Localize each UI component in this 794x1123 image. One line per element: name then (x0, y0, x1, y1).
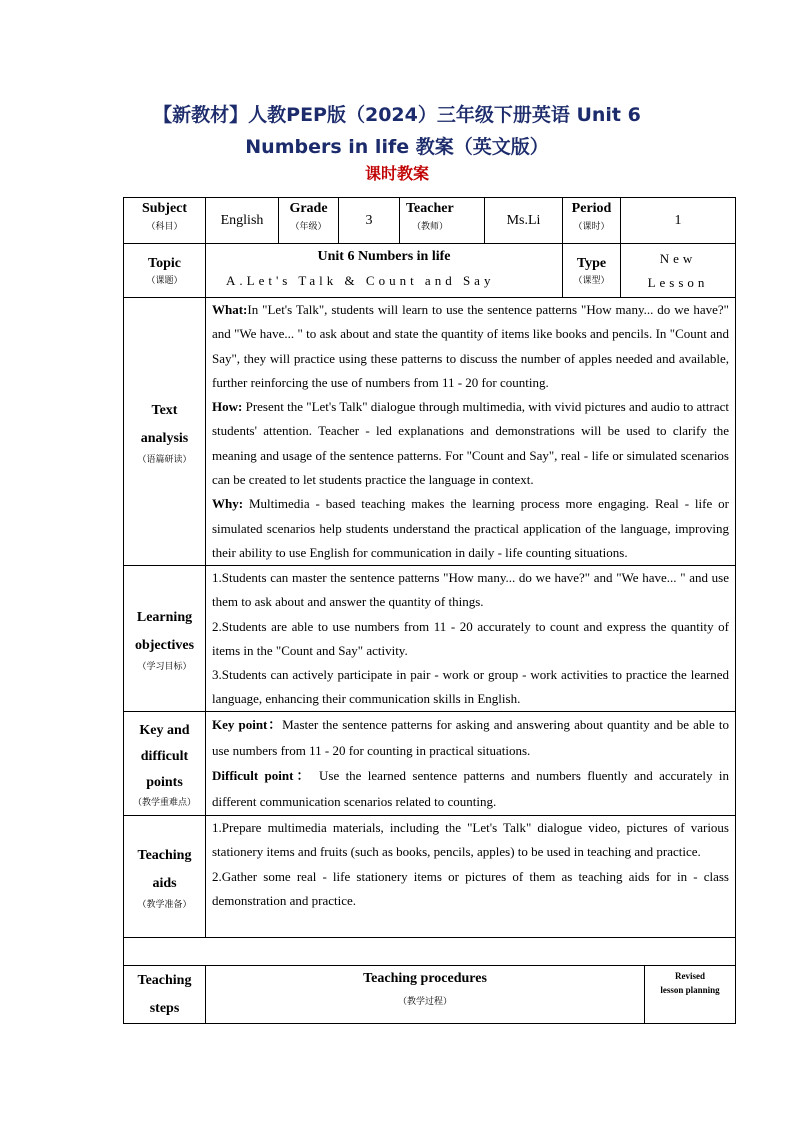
steps-label-2: steps (149, 1000, 180, 1016)
type-value-cell (620, 243, 736, 298)
document-title-line2: Numbers in life 教案（英文版） (245, 136, 549, 158)
objectives-content (205, 565, 736, 712)
why-label: Why: (212, 496, 244, 512)
analysis-why (212, 492, 729, 565)
aids-label-2: aids (152, 875, 177, 891)
revised-cell (644, 965, 736, 1024)
subject-sub: （科目） (146, 222, 183, 232)
topic-value-cell (205, 243, 563, 298)
revised-line1: Revised (675, 971, 705, 981)
keypoints-label-1: Key and (139, 722, 190, 738)
objectives-sub: （学习目标） (137, 661, 192, 672)
topic-label: Topic (148, 255, 181, 271)
key-point-text: Master the sentence patterns for asking and answering about quantity and be able to use numbers from 11 - 20 for counting in practical situations. (212, 717, 729, 758)
type-label: Type (576, 255, 607, 271)
keypoints-label-cell (123, 711, 206, 816)
procedures-sub: （教学过程） (397, 997, 452, 1007)
grade-sub: （年级） (290, 222, 327, 232)
aids-label-cell (123, 815, 206, 938)
grade-value: 3 (338, 197, 400, 244)
keypoints-sub: （教学重难点） (132, 797, 196, 808)
type-line1: New (659, 250, 697, 266)
objective-item: 3.Students can actively participate in pair - work or group - work activities to practice the learned language, enhancing their communication skills in English. (212, 667, 729, 707)
steps-label-1: Teaching (137, 972, 192, 988)
objectives-label-cell (123, 565, 206, 712)
aids-content (205, 815, 736, 938)
objectives-label-1: Learning (136, 609, 193, 625)
document-title-line1: 【新教材】人教PEP版（2024）三年级下册英语 Unit 6 (153, 104, 641, 126)
type-sub: （课型） (573, 275, 610, 286)
period-label-cell (562, 197, 621, 244)
revised-line2: lesson planning (660, 985, 720, 995)
period-label: Period (571, 201, 612, 216)
keypoints-label-3: points (146, 774, 183, 790)
keypoints-label-2: difficult (140, 748, 189, 764)
analysis-how (212, 395, 729, 492)
why-text: Multimedia - based teaching makes the learning process more engaging. Real - life or simulated scenarios help students understand the practical application of the language, improving their ability to use English for communication in daily - life counting situations. (212, 496, 729, 560)
objective-item: 1.Students can master the sentence patterns "How many... do we have?" and "We have... " and use them to ask about and answer the quantity of things. (212, 570, 729, 610)
steps-label-cell (123, 965, 206, 1024)
difficult-point (212, 763, 729, 814)
what-text: In "Let's Talk", students will learn to use the sentence patterns "How many... do we have?" and "We have... " to ask about and state the quantity of items like books and pencils. In "Count and Say", they will practice using these patterns to discuss the number of apples needed and available, further reinforcing the use of numbers from 11 - 20 for counting. (212, 302, 729, 390)
teacher-label-cell (399, 197, 485, 244)
analysis-label-cell (123, 297, 206, 566)
grade-label: Grade (289, 201, 328, 216)
topic-line2: A.Let's Talk & Count and Say (226, 273, 495, 288)
subject-value: English (205, 197, 279, 244)
teacher-label: Teacher (406, 201, 454, 216)
teacher-sub: （教师） (412, 222, 449, 232)
analysis-label-2: analysis (140, 430, 189, 446)
difficult-point-text: Use the learned sentence patterns and numbers fluently and accurately in different communication scenarios related to counting. (212, 768, 729, 809)
topic-line1: Unit 6 Numbers in life (317, 249, 451, 264)
procedures-label-cell (205, 965, 645, 1024)
document-subtitle: 课时教案 (364, 164, 429, 183)
what-label: What: (212, 302, 248, 317)
objectives-label-2: objectives (134, 637, 195, 653)
analysis-what (212, 298, 729, 395)
how-text: Present the "Let's Talk" dialogue through multimedia, with vivid pictures and audio to attract students' attention. Teacher - led explanations and demonstrations will be used to clarify the meaning and usage of the sentence patterns. For "Count and Say", real - life or simulated scenarios can be created to let students practice the language in context. (212, 399, 729, 488)
analysis-sub: （语篇研读） (137, 454, 192, 465)
objective-item: 2.Students are able to use numbers from 11 - 20 accurately to count and express the quantity of items in the "Count and Say" activity. (212, 618, 729, 658)
topic-label-cell (123, 243, 206, 298)
difficult-point-label: Difficult point： (212, 768, 313, 783)
type-line2: Lesson (647, 274, 709, 290)
key-point (212, 712, 729, 763)
topic-sub: （课题） (146, 275, 183, 286)
grade-label-cell (278, 197, 339, 244)
blank-row (123, 937, 736, 966)
procedures-label: Teaching procedures (363, 971, 487, 986)
aid-item: 2.Gather some real - life stationery items or pictures of them as teaching aids for in - class demonstration and practice. (212, 868, 729, 908)
subject-label: Subject (141, 201, 188, 216)
teacher-value: Ms.Li (484, 197, 563, 244)
aid-item: 1.Prepare multimedia materials, including the "Let's Talk" dialogue video, pictures of various stationery items and fruits (such as books, pencils, apples) to be used in teaching and practice. (212, 820, 729, 860)
aids-label-1: Teaching (137, 847, 192, 863)
type-label-cell (562, 243, 621, 298)
subject-label-cell (123, 197, 206, 244)
analysis-content (205, 297, 736, 566)
period-sub: （课时） (573, 222, 610, 232)
period-value: 1 (620, 197, 736, 244)
analysis-label-1: Text (151, 402, 178, 418)
keypoints-content (205, 711, 736, 816)
aids-sub: （教学准备） (137, 899, 192, 910)
how-label: How: (212, 399, 243, 415)
key-point-label: Key point： (212, 717, 283, 732)
